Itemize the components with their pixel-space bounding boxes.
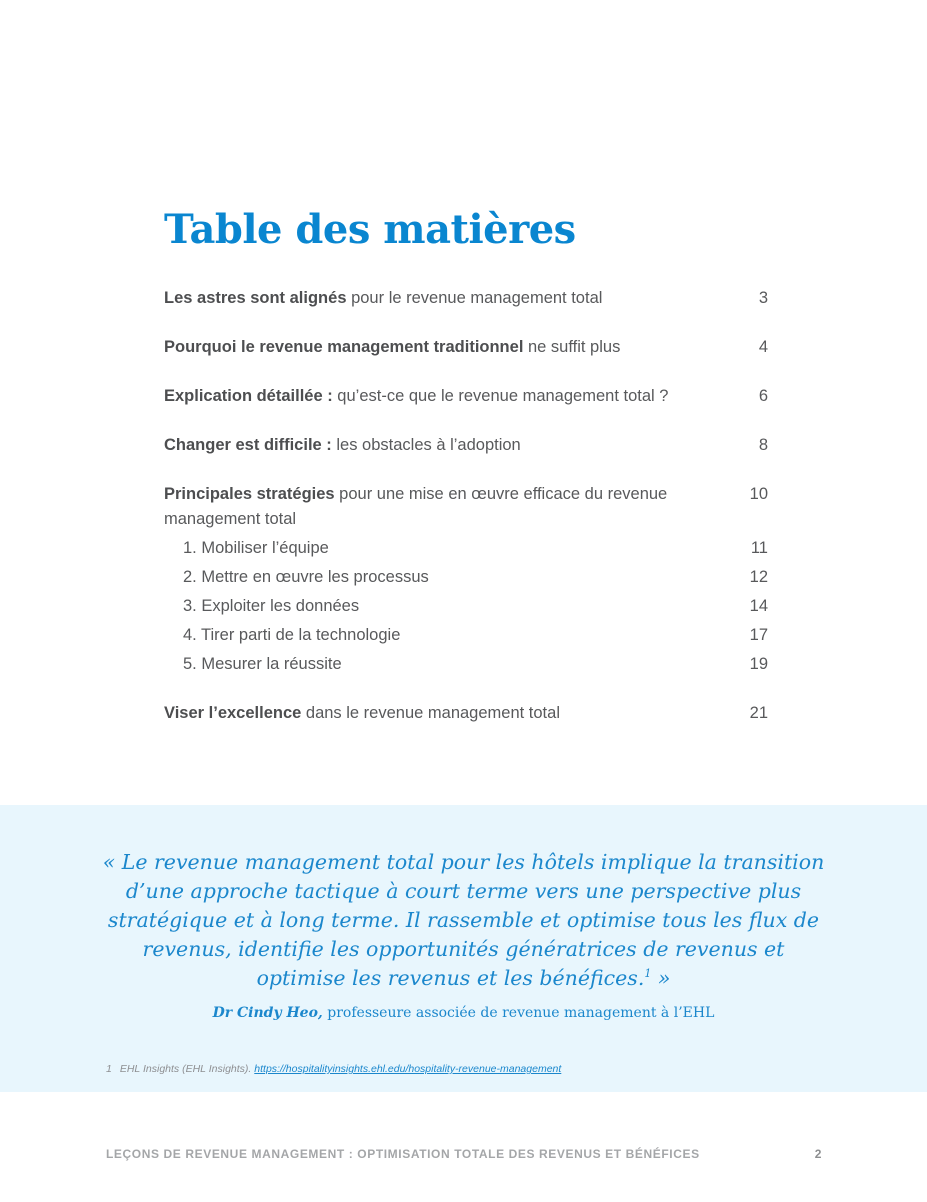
toc-subentry-label: 5. Mesurer la réussite: [183, 655, 342, 673]
toc-entry-rest: dans le revenue management total: [301, 704, 560, 722]
toc-subentry[interactable]: [164, 565, 768, 590]
toc-entry-rest: pour le revenue management total: [346, 289, 603, 307]
toc-page-number: 21: [749, 704, 768, 722]
toc-page-number: 8: [758, 436, 768, 454]
toc-subentry[interactable]: [164, 594, 768, 619]
footer-page-number: 2: [814, 1147, 822, 1161]
quote-author: Dr Cindy Heo,: [212, 1005, 323, 1021]
toc-subentry-label: 3. Exploiter les données: [183, 597, 360, 615]
footer-title: LEÇONS DE REVENUE MANAGEMENT : OPTIMISATION TOTALE DES REVENUS ET BÉNÉFICES: [106, 1147, 700, 1161]
toc-entry[interactable]: [164, 433, 768, 458]
toc-page-number: 3: [758, 289, 768, 307]
page-title: Table des matières: [164, 206, 576, 253]
toc-entry-rest: pour une mise en œuvre efficace du revenue management total: [164, 485, 668, 528]
quote-attribution: [100, 1002, 827, 1024]
footnote-reference[interactable]: 1: [644, 967, 652, 981]
toc-subentry-label: 1. Mobiliser l’équipe: [183, 539, 329, 557]
page-footer: [106, 1146, 822, 1162]
toc-entry-bold: Viser l’excellence: [164, 704, 302, 722]
quote-body: « Le revenue management total pour les hôtels implique la transition d’une approche tactique à court terme vers une perspective plus stratégique et à long terme. Il rassemble et optimise tous les flux de revenus, identifie les opportunités génératrices de revenus et optimise les revenus et les bénéfices.: [102, 850, 825, 990]
toc-subentry-label: 2. Mettre en œuvre les processus: [183, 568, 429, 586]
toc-entry-rest: ne suffit plus: [523, 338, 621, 356]
footnote: [106, 1062, 561, 1076]
footnote-text: EHL Insights (EHL Insights).: [119, 1063, 255, 1075]
toc-page-number: 14: [749, 597, 768, 615]
footnote-link[interactable]: https://hospitalityinsights.ehl.edu/hospitality-revenue-management: [254, 1063, 562, 1075]
toc-entry-bold: Explication détaillée :: [164, 387, 333, 405]
toc-entry-bold: Pourquoi le revenue management traditionnel: [164, 338, 524, 356]
toc-page-number: 6: [758, 387, 768, 405]
toc-entry-bold: Principales stratégies: [164, 485, 335, 503]
toc-subentry[interactable]: [164, 536, 768, 561]
toc-entry[interactable]: [164, 335, 768, 360]
quote-author-role: professeure associée de revenue management à l’EHL: [322, 1005, 715, 1021]
toc-subentry[interactable]: [164, 623, 768, 648]
footnote-number: 1: [106, 1063, 112, 1075]
toc-page-number: 10: [749, 485, 768, 503]
toc-entry-rest: qu’est-ce que le revenue management total ?: [332, 387, 669, 405]
quote-closing: »: [651, 966, 671, 990]
toc-entry[interactable]: [164, 384, 768, 409]
toc-entry[interactable]: [164, 701, 768, 726]
toc-entry-rest: les obstacles à l’adoption: [331, 436, 521, 454]
toc-page-number: 4: [758, 338, 768, 356]
toc-entry[interactable]: [164, 286, 768, 311]
toc-entry-bold: Changer est difficile :: [164, 436, 332, 454]
table-of-contents: [164, 286, 768, 750]
toc-entry[interactable]: [164, 482, 768, 532]
toc-page-number: 17: [749, 626, 768, 644]
toc-subentry[interactable]: [164, 652, 768, 677]
pull-quote: [100, 848, 827, 993]
toc-subentry-label: 4. Tirer parti de la technologie: [183, 626, 401, 644]
toc-page-number: 19: [749, 655, 768, 673]
toc-entry-bold: Les astres sont alignés: [164, 289, 347, 307]
toc-page-number: 12: [749, 568, 768, 586]
toc-page-number: 11: [750, 539, 768, 557]
